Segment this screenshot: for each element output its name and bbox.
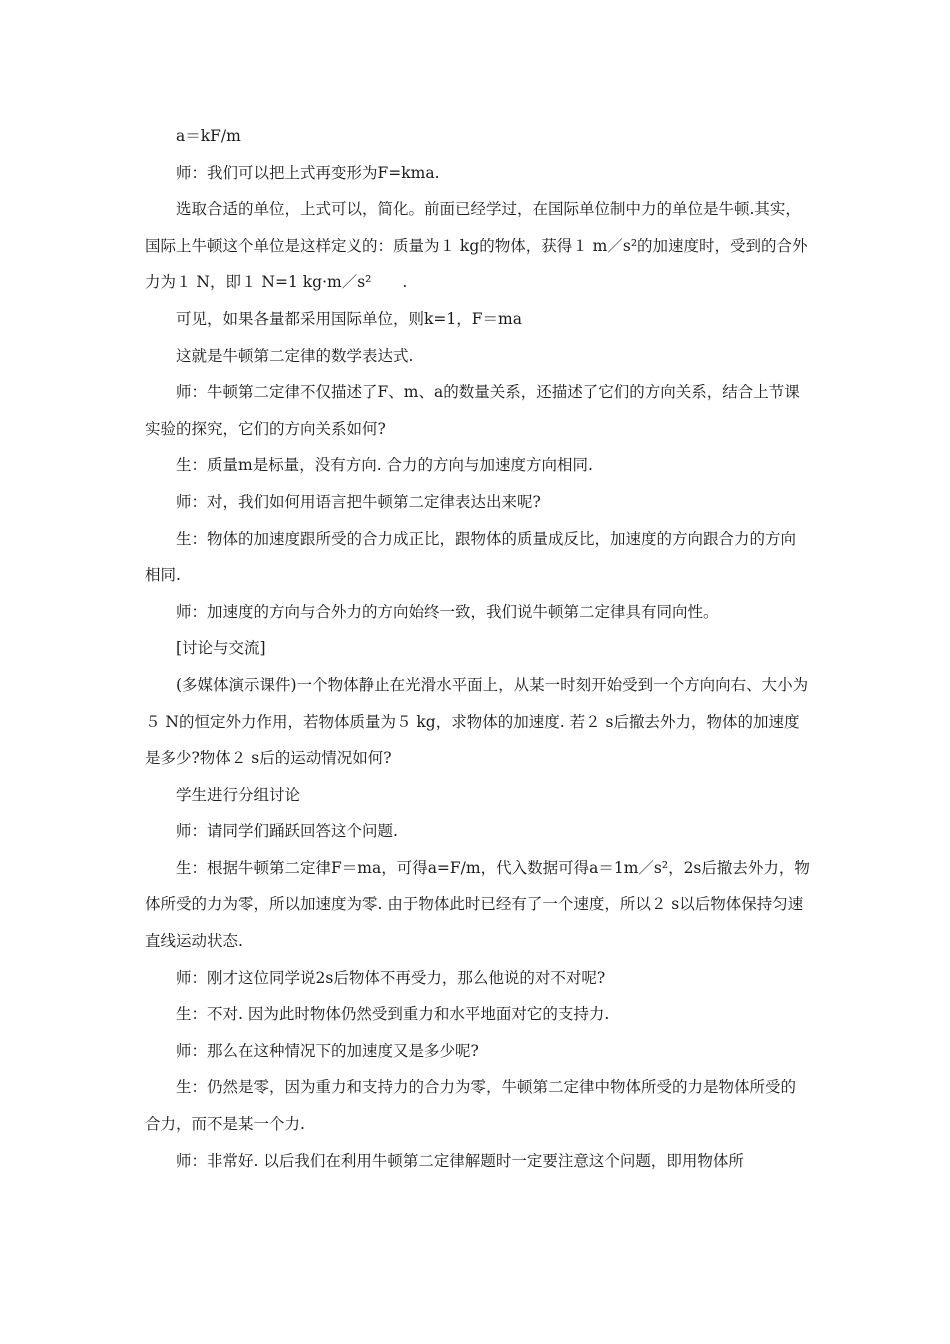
document-body xyxy=(145,118,810,1179)
paragraph-teacher-direction-question: 师：牛顿第二定律不仅描述了F、m、a的数量关系，还描述了它们的方向关系，结合上节课实验的探究，它们的方向关系如何? xyxy=(145,383,800,438)
paragraph-student-answer: 生：根据牛顿第二定律F＝ma，可得a=F/m，代入数据可得a＝1m／s²，2s后撤去外力，物体所受的力为零，所以加速度为零. 由于物体此时已经有了一个速度，所以２ s以后物体保持匀速直线运动状态. xyxy=(145,858,810,951)
paragraph-unit-definition: 选取合适的单位，上式可以，简化。前面已经学过，在国际单位制中力的单位是牛顿.其实，国际上牛顿这个单位是这样定义的：质量为１ kg的物体，获得１ m／s²的加速度时，受到的合外力为１ N，即１ N=1 kg·m／s² . xyxy=(145,200,808,292)
paragraph-student-scalar: 生：质量m是标量，没有方向. 合力的方向与加速度方向相同. xyxy=(176,456,593,475)
paragraph-k-equals-one: 可见，如果各量都采用国际单位，则k=1，F＝ma xyxy=(176,309,522,328)
paragraph-student-net-force: 生：仍然是零，因为重力和支持力的合力为零，牛顿第二定律中物体所受的力是物体所受的合力，而不是某一个力. xyxy=(145,1078,797,1134)
paragraph-teacher-same-direction: 师：加速度的方向与合外力的方向始终一致，我们说牛顿第二定律具有同向性。 xyxy=(176,602,719,621)
paragraph-student-statement: 生：物体的加速度跟所受的合力成正比，跟物体的质量成反比，加速度的方向跟合力的方向相同. xyxy=(145,529,797,585)
paragraph-discussion-heading: [讨论与交流] xyxy=(176,639,266,658)
paragraph-teacher-check: 师：刚才这位同学说2s后物体不再受力，那么他说的对不对呢? xyxy=(176,968,606,987)
paragraph-formula: a＝kF/m xyxy=(176,127,241,145)
paragraph-teacher-acceleration: 师：那么在这种情况下的加速度又是多少呢? xyxy=(176,1041,479,1060)
paragraph-math-expression: 这就是牛顿第二定律的数学表达式. xyxy=(176,346,414,365)
paragraph-problem: (多媒体演示课件)一个物体静止在光滑水平面上，从某一时刻开始受到一个方向向右、大小为５ N的恒定外力作用，若物体质量为５ kg，求物体的加速度. 若２ s后撤去外力，物体的加速度是多少?物体２ s后的运动情况如何? xyxy=(145,675,809,768)
paragraph-teacher-rewrite: 师：我们可以把上式再变形为F=kma. xyxy=(176,163,440,182)
paragraph-group-discussion: 学生进行分组讨论 xyxy=(176,785,301,804)
paragraph-teacher-summary: 师：非常好. 以后我们在利用牛顿第二定律解题时一定要注意这个问题，即用物体所 xyxy=(176,1151,744,1170)
paragraph-student-not-right: 生：不对. 因为此时物体仍然受到重力和水平地面对它的支持力. xyxy=(176,1005,610,1024)
paragraph-teacher-language: 师：对，我们如何用语言把牛顿第二定律表达出来呢? xyxy=(176,492,541,511)
paragraph-teacher-invite: 师：请同学们踊跃回答这个问题. xyxy=(176,822,398,841)
